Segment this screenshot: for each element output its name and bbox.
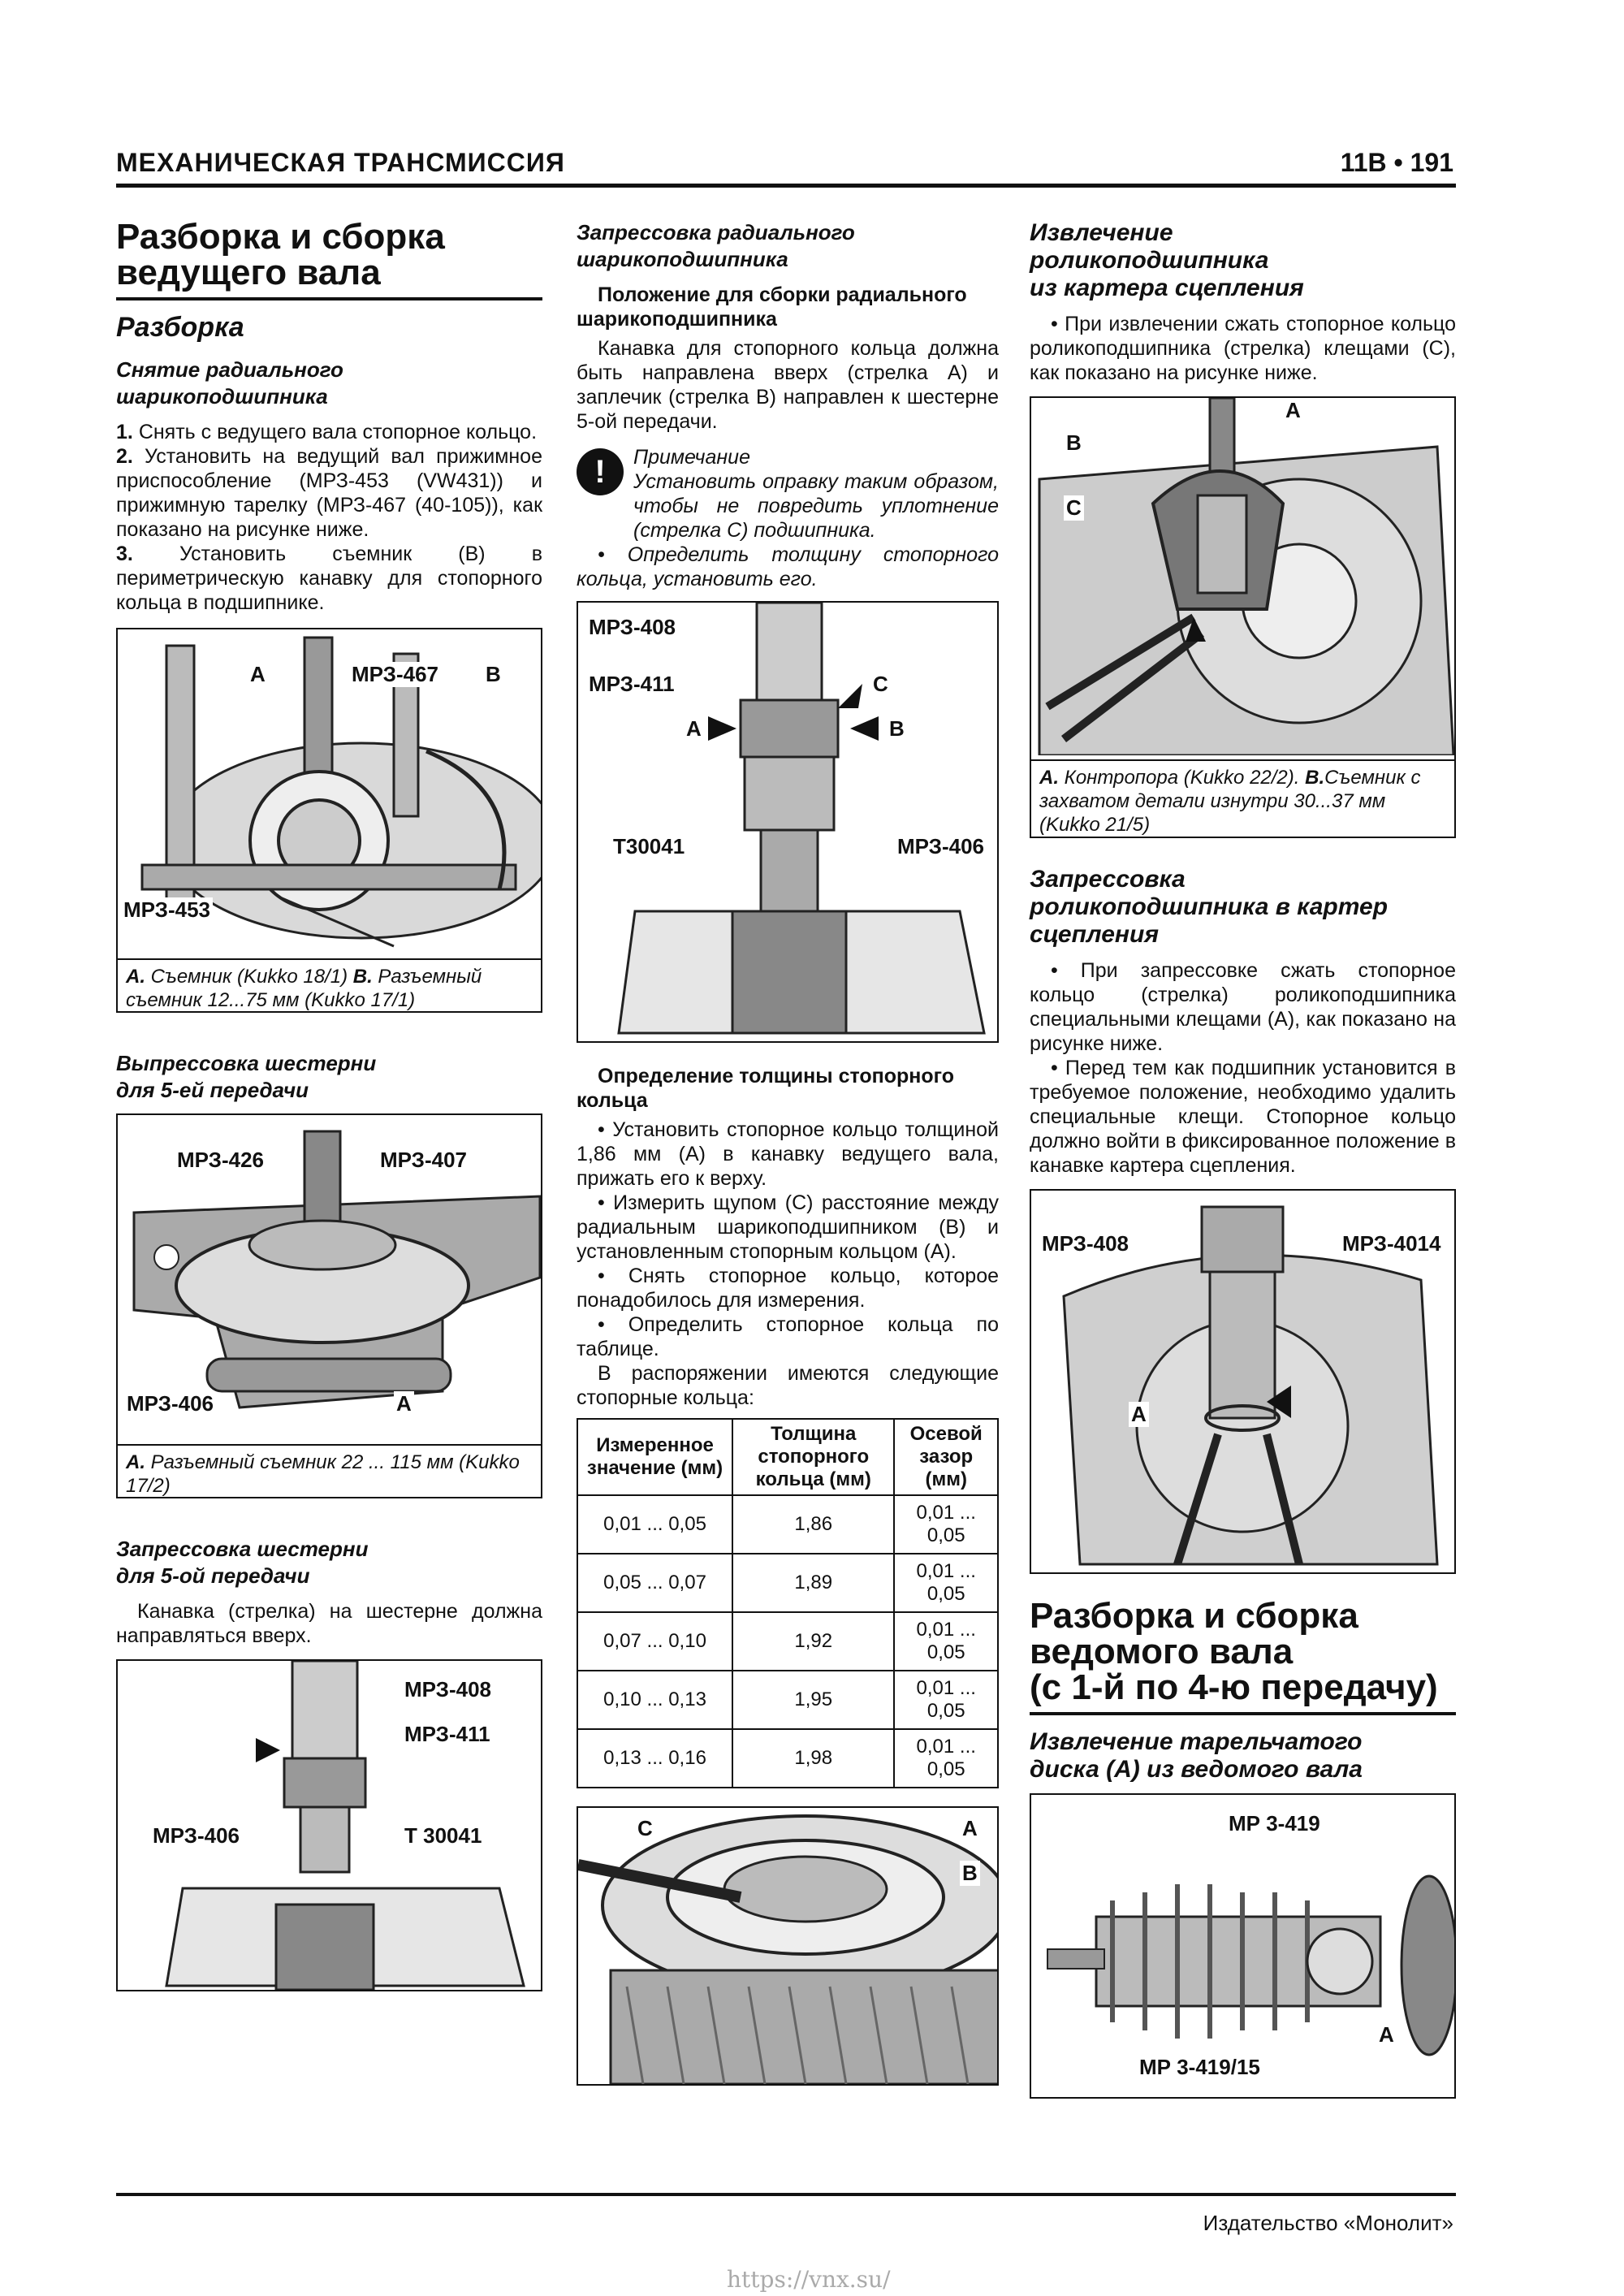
label-a: A bbox=[684, 716, 704, 742]
label-a: A bbox=[1376, 2022, 1397, 2047]
figure-feeler-gauge bbox=[577, 1806, 999, 2086]
label-mr3-408: МРЗ-408 bbox=[1039, 1231, 1131, 1256]
step-1: 1. Снять с ведущего вала стопорное кольцо. bbox=[116, 421, 538, 443]
step-2: 2. Установить на ведущий вал прижимное приспособление (МРЗ-453 (VW431)) и прижимную тарелку (МРЗ-467 (40-105)), как показано на рисунке ниже. bbox=[116, 445, 542, 541]
label-mr3-426: МРЗ-426 bbox=[175, 1148, 266, 1173]
table-header: Толщина стопорного кольца (мм) bbox=[732, 1419, 894, 1495]
available-rings-text: В распоряжении имеются следующие стопорные кольца: bbox=[577, 1362, 999, 1409]
section-title-driven-shaft: Разборка и сборка ведомого вала (с 1-й по 4-ю передачу) bbox=[1030, 1596, 1438, 1707]
press-bearing-bullet-1: • При запрессовке сжать стопорное кольцо (стрелка) роликоподшипника специальными клещами (А), как показано на рисунке ниже. bbox=[1030, 959, 1456, 1055]
table-row bbox=[577, 1495, 998, 1554]
table-cell: 1,89 bbox=[732, 1554, 894, 1612]
table-cell: 0,01 ... 0,05 bbox=[894, 1495, 998, 1554]
table-cell: 0,05 ... 0,07 bbox=[577, 1554, 732, 1612]
label-c: C bbox=[1064, 495, 1084, 521]
subsection-title: Разборка bbox=[116, 312, 244, 343]
table-header: Измеренное значение (мм) bbox=[577, 1419, 732, 1495]
label-b: B bbox=[960, 1861, 980, 1886]
label-mr3-411: МРЗ-411 bbox=[586, 672, 677, 697]
figure-caption: А. Разъемный съемник 22 ... 115 мм (Kukko 17/2) bbox=[118, 1444, 541, 1498]
label-c: C bbox=[635, 1816, 655, 1841]
table-row bbox=[577, 1671, 998, 1729]
figure-press-gear bbox=[116, 1659, 542, 1991]
label-mr3-406: МРЗ-406 bbox=[895, 834, 987, 859]
note-bullet: • Определить толщину стопорного кольца, установить его. bbox=[577, 543, 999, 590]
label-a: A bbox=[1129, 1402, 1149, 1427]
label-b: B bbox=[1064, 430, 1084, 456]
heading-ring-thickness: Определение толщины стопорного кольца bbox=[577, 1065, 955, 1112]
label-mr3-4014: МРЗ-4014 bbox=[1340, 1231, 1443, 1256]
label-c: C bbox=[870, 672, 891, 697]
note-block bbox=[577, 445, 999, 543]
label-a: A bbox=[1283, 398, 1303, 423]
label-mr3-467: МРЗ-467 bbox=[349, 662, 441, 687]
figure-split-puller bbox=[116, 1113, 542, 1498]
watermark-url[interactable]: https://vnx.su/ bbox=[727, 2266, 891, 2293]
title-rule bbox=[116, 297, 542, 301]
label-mr3-407: МРЗ-407 bbox=[378, 1148, 469, 1173]
label-a: A bbox=[248, 662, 268, 687]
label-t30041: Т30041 bbox=[611, 834, 687, 859]
table-cell: 0,01 ... 0,05 bbox=[894, 1729, 998, 1788]
table-cell: 1,95 bbox=[732, 1671, 894, 1729]
label-mr3-453: МРЗ-453 bbox=[121, 897, 213, 923]
label-mr3-408: МРЗ-408 bbox=[402, 1677, 494, 1702]
label-t30041: Т 30041 bbox=[402, 1823, 484, 1848]
heading-press-in-gear: Запрессовка шестерни для 5-ой передачи bbox=[116, 1537, 369, 1588]
column-3 bbox=[1030, 219, 1456, 2099]
title-rule bbox=[1030, 1712, 1456, 1715]
label-a: A bbox=[394, 1391, 414, 1416]
figure-caption: А. Контропора (Kukko 22/2). В.Съемник с захватом детали изнутри 30...37 мм (Kukko 21/5) bbox=[1031, 759, 1454, 838]
heading-remove-roller-bearing: Извлечение роликоподшипника из картера сцепления bbox=[1030, 219, 1304, 301]
table-cell: 0,07 ... 0,10 bbox=[577, 1612, 732, 1671]
table-cell: 0,01 ... 0,05 bbox=[894, 1554, 998, 1612]
bullet-determine: • Определить стопорное кольца по таблице. bbox=[577, 1313, 999, 1360]
heading-position: Положение для сборки радиального шарикоподшипника bbox=[577, 283, 967, 331]
table-cell: 0,10 ... 0,13 bbox=[577, 1671, 732, 1729]
column-1 bbox=[116, 219, 542, 1991]
gear-groove-text: Канавка (стрелка) на шестерне должна направляться вверх. bbox=[116, 1600, 542, 1647]
table-row bbox=[577, 1729, 998, 1788]
step-3: 3. Установить съемник (В) в периметрическую канавку для стопорного кольца в подшипнике. bbox=[116, 543, 542, 614]
table-row bbox=[577, 1554, 998, 1612]
press-bearing-illustration bbox=[578, 603, 999, 1041]
running-header-section: МЕХАНИЧЕСКАЯ ТРАНСМИССИЯ bbox=[116, 148, 565, 177]
page-number: 11В • 191 bbox=[1340, 148, 1453, 177]
label-b: B bbox=[887, 716, 907, 742]
heading-remove-bearing: Снятие радиального шарикоподшипника bbox=[116, 357, 343, 409]
position-text: Канавка для стопорного кольца должна быть направлена вверх (стрелка А) и заплечик (стрелка В) направлен к шестерне 5-ой передачи. bbox=[577, 337, 999, 433]
table-cell: 1,98 bbox=[732, 1729, 894, 1788]
label-b: B bbox=[483, 662, 503, 687]
warning-lightbulb-icon: ! bbox=[577, 448, 624, 495]
figure-disc-puller bbox=[1030, 1793, 1456, 2099]
heading-press-roller-bearing: Запрессовка роликоподшипника в картер сцепления bbox=[1030, 866, 1389, 948]
heading-remove-disc: Извлечение тарельчатого диска (А) из ведомого вала bbox=[1030, 1728, 1363, 1783]
heading-press-out-gear: Выпрессовка шестерни для 5-ей передачи bbox=[116, 1051, 377, 1102]
label-mr3-419: МР 3-419 bbox=[1226, 1811, 1323, 1836]
label-mr3-406: МРЗ-406 bbox=[124, 1391, 216, 1416]
table-cell: 0,01 ... 0,05 bbox=[894, 1612, 998, 1671]
note-head: Примечание bbox=[633, 446, 750, 469]
table-header-row bbox=[577, 1419, 998, 1495]
table-row bbox=[577, 1612, 998, 1671]
label-mr3-411: МРЗ-411 bbox=[402, 1722, 493, 1747]
footer-rule bbox=[116, 2193, 1456, 2196]
note-text: Установить оправку таким образом, чтобы не повредить уплотнение (стрелка С) подшипника. bbox=[633, 470, 999, 542]
figure-caption: А. Съемник (Kukko 18/1) В. Разъемный съемник 12...75 мм (Kukko 17/1) bbox=[118, 958, 541, 1013]
roller-puller-illustration bbox=[1031, 398, 1456, 755]
bullet-remove-ring: • Снять стопорное кольцо, которое понадобилось для измерения. bbox=[577, 1265, 999, 1312]
ring-thickness-table bbox=[577, 1418, 999, 1788]
label-a: A bbox=[960, 1816, 980, 1841]
label-mr3-406: МРЗ-406 bbox=[150, 1823, 242, 1848]
disc-puller-illustration bbox=[1031, 1795, 1456, 2097]
label-mr3-419-15: МР 3-419/15 bbox=[1137, 2055, 1263, 2080]
section-title: Разборка и сборка ведущего вала bbox=[116, 217, 445, 292]
figure-puller bbox=[116, 628, 542, 1013]
heading-press-bearing: Запрессовка радиального шарикоподшипника bbox=[577, 220, 855, 271]
table-cell: 1,92 bbox=[732, 1612, 894, 1671]
figure-press-bearing bbox=[577, 601, 999, 1043]
bullet-install-ring: • Установить стопорное кольцо толщиной 1,86 мм (А) в канавку ведущего вала, прижать его к верху. bbox=[577, 1118, 999, 1190]
table-cell: 0,01 ... 0,05 bbox=[894, 1671, 998, 1729]
figure-roller-puller bbox=[1030, 396, 1456, 838]
feeler-gauge-illustration bbox=[578, 1808, 999, 2084]
figure-press-roller bbox=[1030, 1189, 1456, 1574]
header-rule bbox=[116, 184, 1456, 188]
press-bearing-bullet-2: • Перед тем как подшипник установится в требуемое положение, необходимо удалить специальные клещи. Стопорное кольцо должно войти в фиксированное положение в канавке картера сцепления. bbox=[1030, 1057, 1456, 1177]
publisher: Издательство «Монолит» bbox=[1203, 2211, 1453, 2235]
label-mr3-408: МРЗ-408 bbox=[586, 615, 678, 640]
remove-bearing-text: • При извлечении сжать стопорное кольцо роликоподшипника (стрелка) клещами (С), как показано на рисунке ниже. bbox=[1030, 313, 1456, 384]
table-cell: 1,86 bbox=[732, 1495, 894, 1554]
table-cell: 0,01 ... 0,05 bbox=[577, 1495, 732, 1554]
table-cell: 0,13 ... 0,16 bbox=[577, 1729, 732, 1788]
column-2 bbox=[577, 219, 999, 2086]
bullet-measure: • Измерить щупом (С) расстояние между радиальным шарикоподшипником (В) и установленным стопорным кольцом (А). bbox=[577, 1191, 999, 1263]
table-header: Осевой зазор (мм) bbox=[894, 1419, 998, 1495]
